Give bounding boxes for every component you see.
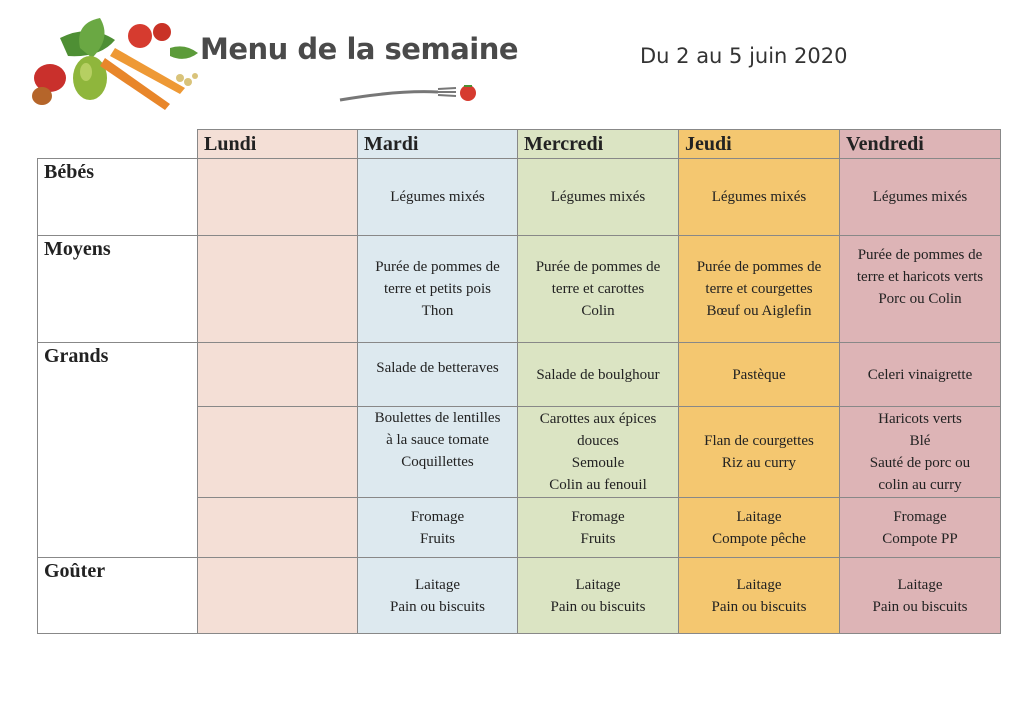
menu-cell: Salade de betteraves <box>358 343 518 407</box>
menu-line: terre et courgettes <box>705 281 813 297</box>
menu-line: terre et carottes <box>551 281 645 297</box>
page-header <box>0 0 1024 120</box>
days-header-row <box>38 130 1001 159</box>
day-header-mardi: Mardi <box>358 130 518 159</box>
menu-line: Fromage <box>571 508 625 525</box>
menu-cell <box>358 236 518 343</box>
menu-line: Porc ou Colin <box>878 291 962 307</box>
table-row-bebes <box>38 159 1001 236</box>
menu-cell <box>518 558 679 634</box>
menu-line: Boulettes de lentilles <box>374 410 501 426</box>
menu-line: Coquillettes <box>401 454 474 470</box>
table-row-moyens <box>38 236 1001 343</box>
menu-cell <box>679 236 840 343</box>
menu-line: Compote PP <box>882 530 958 547</box>
menu-cell: Celeri vinaigrette <box>840 343 1001 407</box>
menu-cell <box>198 343 358 407</box>
table-row-grands-entree <box>38 343 1001 407</box>
menu-cell <box>358 407 518 498</box>
menu-line: Carottes aux épices <box>539 411 657 427</box>
menu-line: Riz au curry <box>721 455 797 471</box>
menu-line: Blé <box>909 433 931 449</box>
menu-line: Compote pêche <box>712 530 806 547</box>
menu-line: Laitage <box>415 576 460 593</box>
menu-cell <box>840 558 1001 634</box>
menu-cell: Pastèque <box>679 343 840 407</box>
menu-line: Bœuf ou Aiglefin <box>706 303 812 319</box>
menu-line: Pain ou biscuits <box>389 598 485 615</box>
menu-line: Thon <box>421 303 454 319</box>
menu-cell <box>198 159 358 236</box>
menu-line: Colin <box>581 303 615 319</box>
menu-cell <box>518 407 679 498</box>
menu-line: Laitage <box>575 576 621 593</box>
menu-line: à la sauce tomate <box>386 432 489 448</box>
menu-line: douces <box>577 433 619 449</box>
row-label-bebes: Bébés <box>38 159 198 236</box>
weekly-menu-table <box>37 129 1001 634</box>
menu-line: terre et haricots verts <box>856 269 984 285</box>
fork-with-tomato-icon <box>338 80 480 104</box>
menu-line: terre et petits pois <box>383 281 492 297</box>
date-range: Du 2 au 5 juin 2020 <box>640 44 848 68</box>
menu-cell <box>198 407 358 498</box>
menu-line: Sauté de porc ou <box>869 455 971 471</box>
day-header-mercredi: Mercredi <box>518 130 679 159</box>
menu-line: Colin au fenouil <box>549 477 647 493</box>
row-label-grands: Grands <box>38 343 198 558</box>
row-label-moyens: Moyens <box>38 236 198 343</box>
menu-cell <box>358 498 518 558</box>
menu-cell <box>840 498 1001 558</box>
day-header-vendredi: Vendredi <box>840 130 1001 159</box>
menu-cell <box>840 407 1001 498</box>
menu-line: colin au curry <box>878 477 962 493</box>
menu-cell <box>358 558 518 634</box>
menu-line: Pain ou biscuits <box>711 598 807 615</box>
menu-cell <box>679 407 840 498</box>
vegetables-illustration <box>20 18 200 110</box>
menu-line: Fruits <box>580 530 616 547</box>
menu-line: Purée de pommes de <box>535 259 661 275</box>
menu-cell: Légumes mixés <box>518 159 679 236</box>
menu-cell <box>518 236 679 343</box>
menu-line: Pain ou biscuits <box>872 598 968 615</box>
menu-line: Semoule <box>571 455 625 471</box>
day-header-lundi: Lundi <box>198 130 358 159</box>
menu-cell <box>198 236 358 343</box>
menu-line: Fromage <box>893 508 947 525</box>
menu-cell: Légumes mixés <box>679 159 840 236</box>
day-header-jeudi: Jeudi <box>679 130 840 159</box>
menu-cell <box>198 498 358 558</box>
menu-line: Laitage <box>897 576 943 593</box>
table-row-gouter <box>38 558 1001 634</box>
menu-cell <box>679 558 840 634</box>
page-title: Menu de la semaine <box>200 32 519 66</box>
menu-cell: Salade de boulghour <box>518 343 679 407</box>
row-label-gouter: Goûter <box>38 558 198 634</box>
menu-cell <box>840 236 1001 343</box>
menu-line: Flan de courgettes <box>704 433 814 449</box>
menu-line: Purée de pommes de <box>375 259 500 275</box>
menu-line: Laitage <box>736 576 782 593</box>
menu-line: Pain ou biscuits <box>550 598 646 615</box>
menu-cell: Légumes mixés <box>840 159 1001 236</box>
menu-cell <box>679 498 840 558</box>
menu-cell <box>518 498 679 558</box>
menu-line: Purée de pommes de <box>696 259 822 275</box>
menu-line: Fruits <box>419 530 455 547</box>
menu-line: Laitage <box>736 508 782 525</box>
menu-cell <box>198 558 358 634</box>
menu-line: Haricots verts <box>878 411 962 427</box>
corner-cell <box>38 130 198 159</box>
menu-cell: Légumes mixés <box>358 159 518 236</box>
menu-line: Fromage <box>410 508 465 525</box>
menu-line: Purée de pommes de <box>857 247 983 263</box>
